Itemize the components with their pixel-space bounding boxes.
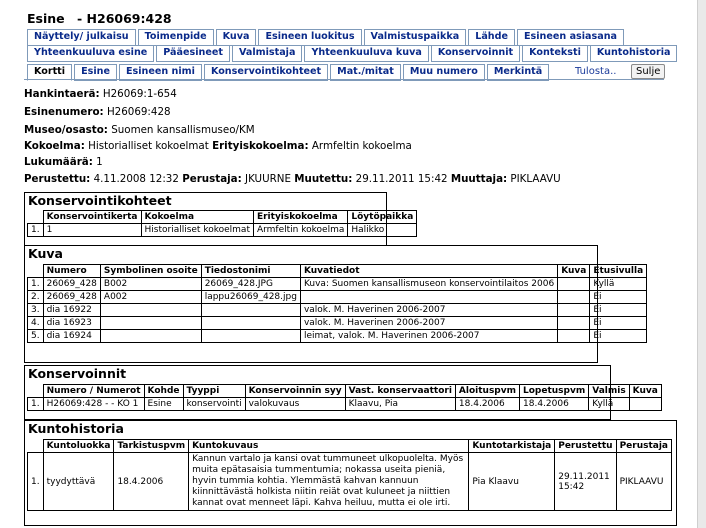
tab-kuntohistoria[interactable]: Kuntohistoria xyxy=(590,45,678,62)
tab-konteksti[interactable]: Konteksti xyxy=(522,45,588,62)
section-kuntohistoria: Kuntohistoria xyxy=(28,421,124,436)
tab-row-2 xyxy=(27,45,677,62)
konservoinnit-table xyxy=(27,384,662,411)
tab-paaesineet[interactable]: Pääesineet xyxy=(156,45,230,62)
title-id: H26069:428 xyxy=(86,11,172,26)
field-museo: Museo/osasto: Suomen kansallismuseo/KM xyxy=(24,124,255,136)
tab-yhteenkuuluva-esine[interactable]: Yhteenkuuluva esine xyxy=(27,45,154,62)
table-row: 1. 26069_428 B002 26069_428.JPG Kuva: Suomen kansallismuseon konservointilaitos 2006 Kyllä xyxy=(28,278,647,291)
table-row: 2. 26069_428 A002 lappu26069_428.jpg Ei xyxy=(28,291,647,304)
kunto-table xyxy=(27,439,672,511)
table-header-row: Konservointikerta Kokoelma Erityiskokoelma Löytöpaikka xyxy=(28,211,417,224)
section-konservointikohteet: Konservointikohteet xyxy=(28,193,172,208)
table-header-row: Numero / Numerot Kohde Tyyppi Konservoinnin syy Vast. konservaattori Aloituspvm Lopetuspvm Valmis Kuva xyxy=(28,385,662,398)
table-row: 1. 1 Historialliset kokoelmat Armfeltin kokoelma Halikko xyxy=(28,224,417,237)
section-kuva: Kuva xyxy=(28,246,63,261)
tab-merkinta[interactable]: Merkintä xyxy=(487,64,549,81)
tab-valmistuspaikka[interactable]: Valmistuspaikka xyxy=(364,29,467,46)
print-link[interactable]: Tulosta.. xyxy=(575,66,617,77)
kuva-table xyxy=(27,264,647,343)
tab-konservointikohteet[interactable]: Konservointikohteet xyxy=(204,64,328,81)
close-button[interactable]: Sulje xyxy=(631,64,665,79)
table-row: 4. dia 16923 valok. M. Haverinen 2006-2007 Ei xyxy=(28,317,647,330)
kohteet-table xyxy=(27,210,417,237)
tab-muu-numero[interactable]: Muu numero xyxy=(403,64,485,81)
page-title: Esine - H26069:428 xyxy=(27,11,172,26)
tab-toimenpide[interactable]: Toimenpide xyxy=(138,29,214,46)
title-label: Esine xyxy=(27,11,65,26)
tab-konservoinnit[interactable]: Konservoinnit xyxy=(431,45,520,62)
table-row: 1. H26069:428 - - KO 1 Esine konservointi valokuvaus Klaavu, Pia 18.4.2006 18.4.2006 Kyllä xyxy=(28,398,662,411)
table-header-row: Kuntoluokka Tarkistuspvm Kuntokuvaus Kuntotarkistaja Perustettu Perustaja xyxy=(28,440,672,453)
field-perustettu: Perustettu: 4.11.2008 12:32 Perustaja: JKUURNE Muutettu: 29.11.2011 15:42 Muuttaja: PIKLAAVU xyxy=(24,173,561,185)
field-hankintaera: Hankintaerä: H26069:1-654 xyxy=(24,88,177,100)
tab-row-1 xyxy=(27,29,624,46)
field-lukumaara: Lukumäärä: 1 xyxy=(24,156,103,168)
tab-divider xyxy=(24,79,664,80)
field-esinenumero: Esinenumero: H26069:428 xyxy=(24,106,171,118)
table-row: 5. dia 16924 leimat, valok. M. Haverinen 2006-2007 Ei xyxy=(28,330,647,343)
table-header-row: Numero Symbolinen osoite Tiedostonimi Kuvatiedot Kuva Etusivulla xyxy=(28,265,647,278)
tab-esine[interactable]: Esine xyxy=(74,64,117,81)
tab-kuva[interactable]: Kuva xyxy=(216,29,257,46)
tab-esineen-asiasana[interactable]: Esineen asiasana xyxy=(517,29,624,46)
tab-yhteenkuuluva-kuva[interactable]: Yhteenkuuluva kuva xyxy=(304,45,428,62)
tab-esineen-luokitus[interactable]: Esineen luokitus xyxy=(258,29,361,46)
vertical-scrollbar[interactable] xyxy=(697,0,706,528)
tab-valmistaja[interactable]: Valmistaja xyxy=(232,45,302,62)
table-row: 3. dia 16922 valok. M. Haverinen 2006-2007 Ei xyxy=(28,304,647,317)
tab-kortti[interactable]: Kortti xyxy=(27,64,72,81)
tab-esineen-nimi[interactable]: Esineen nimi xyxy=(119,64,202,81)
section-konservoinnit: Konservoinnit xyxy=(28,366,127,381)
field-kokoelma: Kokoelma: Historialliset kokoelmat Erityiskokoelma: Armfeltin kokoelma xyxy=(24,140,412,152)
tab-lahde[interactable]: Lähde xyxy=(468,29,515,46)
table-row: 1. tyydyttävä 18.4.2006 Kannun vartalo ja kansi ovat tummuneet ulkopuolelta. Myös muita epätasaisia tummentumia; nokassa useita pieniä, hyvin tummia kohtia. Ylemmästä kahvan kannuun kiinnittävästä holkista niitin reiät ovat kuluneet ja niittien kannat ovat menneet läpi. Kahva heiluu, mutta ei ole irti. Pia Klaavu 29.11.2011 15:42 PIKLAAVU xyxy=(28,453,672,511)
tab-nayttely-julkaisu[interactable]: Näyttely/ julkaisu xyxy=(27,29,136,46)
tab-mat-mitat[interactable]: Mat./mitat xyxy=(330,64,401,81)
